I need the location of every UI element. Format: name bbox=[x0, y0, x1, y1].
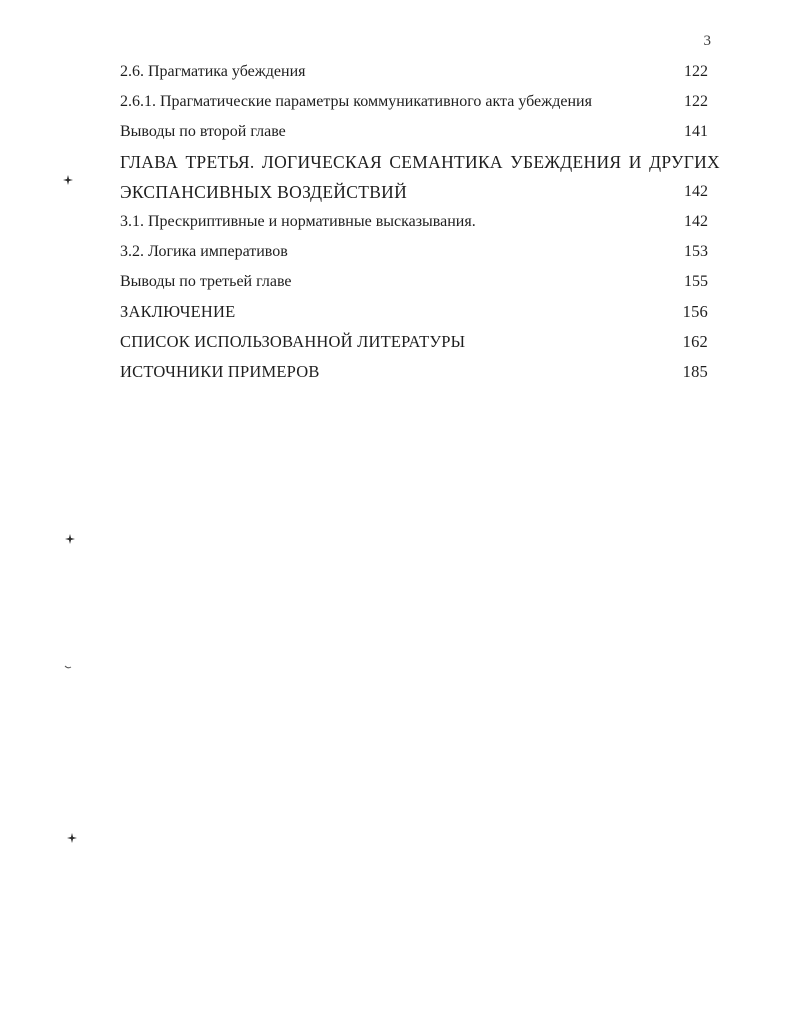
toc-chapter-heading bbox=[120, 147, 720, 177]
toc-entry-title: 3.2. Логика императивов bbox=[120, 243, 288, 260]
toc-chapter-heading-continuation bbox=[120, 177, 710, 207]
toc-entry-page: 142 bbox=[684, 213, 708, 230]
toc-entry-page: 141 bbox=[684, 123, 708, 140]
toc-entry-page: 185 bbox=[682, 362, 708, 381]
toc-entry-title: 3.1. Прескриптивные и нормативные высказывания. bbox=[120, 213, 476, 230]
scan-artifact-mark bbox=[64, 664, 72, 670]
toc-entry-title: ИСТОЧНИКИ ПРИМЕРОВ bbox=[120, 362, 320, 381]
toc-entry-title: 2.6.1. Прагматические параметры коммуникативного акта убеждения bbox=[120, 93, 592, 110]
toc-entry-page: 122 bbox=[684, 93, 708, 110]
toc-entry-page: 153 bbox=[684, 243, 708, 260]
toc-entry-title: ЭКСПАНСИВНЫХ ВОЗДЕЙСТВИЙ bbox=[120, 182, 408, 202]
toc-entry-title: СПИСОК ИСПОЛЬЗОВАННОЙ ЛИТЕРАТУРЫ bbox=[120, 332, 466, 351]
toc-entry-page: 142 bbox=[684, 183, 708, 200]
toc-entry-page: 162 bbox=[682, 332, 708, 351]
toc-entry-page: 155 bbox=[684, 273, 708, 290]
toc-entry bbox=[120, 117, 710, 147]
scan-artifact-mark bbox=[64, 533, 76, 545]
toc-entry bbox=[120, 357, 710, 387]
toc-entry-page: 122 bbox=[684, 63, 708, 80]
scan-artifact-mark bbox=[66, 832, 78, 844]
toc-entry-title: ГЛАВА ТРЕТЬЯ. ЛОГИЧЕСКАЯ СЕМАНТИКА УБЕЖДЕНИЯ И ДРУГИХ bbox=[120, 152, 720, 172]
scan-artifact-mark bbox=[62, 174, 74, 186]
table-of-contents bbox=[120, 57, 720, 387]
toc-entry-page: 156 bbox=[682, 302, 708, 321]
toc-entry bbox=[120, 267, 710, 297]
toc-entry-title: ЗАКЛЮЧЕНИЕ bbox=[120, 302, 236, 321]
toc-entry-title: Выводы по второй главе bbox=[120, 123, 286, 140]
page-number: 3 bbox=[703, 33, 711, 49]
toc-entry-title: Выводы по третьей главе bbox=[120, 273, 292, 290]
toc-entry bbox=[120, 57, 710, 87]
toc-entry bbox=[120, 327, 710, 357]
toc-entry-title: 2.6. Прагматика убеждения bbox=[120, 63, 306, 80]
toc-entry bbox=[120, 237, 710, 267]
toc-entry bbox=[120, 297, 710, 327]
toc-entry bbox=[120, 87, 710, 117]
toc-entry bbox=[120, 207, 710, 237]
